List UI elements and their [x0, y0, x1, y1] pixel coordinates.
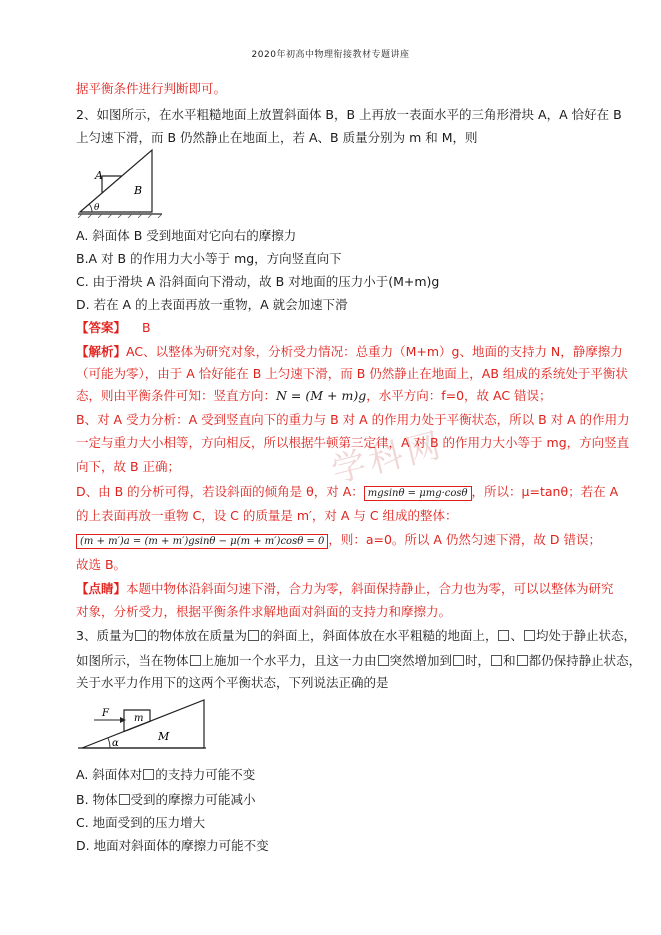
missing-symbol-M — [248, 630, 259, 641]
q3-l2-f: 都仍保持静止状态， — [528, 653, 642, 668]
label-alpha: α — [112, 738, 119, 749]
missing-symbol-m — [190, 655, 201, 666]
q3-l1-e: 均处于静止状态， — [536, 628, 637, 643]
q3-stem-line3: 关于水平力作用下的这两个平衡状态，下列说法正确的是 — [76, 675, 389, 690]
q2-figure-incline — [76, 146, 166, 218]
label-a: A — [95, 169, 103, 182]
jiexi-line2: （可能为零），由于 A 恰好能在 B 上匀速下滑，而 B 仍然静止在地面上，AB 组成的系统处于平衡状 — [76, 366, 628, 381]
q2-option-d: D. 若在 A 的上表面再放一重物，A 就会加速下滑 — [76, 297, 348, 312]
q3-stem-line2 — [76, 651, 641, 669]
q2-stem-line2: 上匀速下滑，而 B 仍然静止在地面上，若 A、B 质量分别为 m 和 M，则 — [76, 130, 478, 145]
answer-tag: 【答案】 — [76, 320, 127, 335]
q2-option-b: B.A 对 B 的作用力大小等于 mg，方向竖直向下 — [76, 251, 342, 266]
jiexi-line3-pre: 态，则由平衡条件可知：竖直方向： — [76, 388, 277, 403]
q3-l2-d: 时， — [465, 653, 491, 668]
jiexi-line7 — [76, 482, 618, 501]
q3-option-d: D. 地面对斜面体的摩擦力可能不变 — [76, 838, 269, 853]
label-m: m — [134, 713, 144, 724]
jiexi-line10: 故选 B。 — [76, 557, 127, 572]
jiexi-line5: 一定与重力大小相等，方向相反，所以根据牛顿第三定律，A 对 B 的作用力大小等于 mg，方向竖直 — [76, 435, 630, 450]
q3-l1-d: 、 — [510, 628, 523, 643]
formula-vertical: N = (M + m)g — [276, 388, 367, 403]
q3-opt-b-post: 受到的摩擦力可能减小 — [130, 792, 256, 807]
label-b: B — [134, 184, 143, 197]
force-f-arrowhead — [120, 717, 126, 723]
q2-stem-line1: 2、如图所示，在水平粗糙地面上放置斜面体 B，B 上再放一表面水平的三角形滑块 A，A 恰好在 B — [76, 107, 622, 122]
jiexi-line9 — [76, 530, 601, 549]
jiexi-line7-post: ，所以：μ=tanθ；若在 A — [471, 484, 619, 499]
label-big-m: M — [158, 730, 170, 743]
q3-opt-a-post: 的支持力可能不变 — [155, 767, 256, 782]
missing-symbol-m — [491, 655, 502, 666]
q3-l1-a: 3、质量为 — [76, 628, 134, 643]
missing-symbol-f1 — [378, 655, 389, 666]
missing-symbol-m — [498, 630, 509, 641]
missing-symbol-M — [524, 630, 535, 641]
q3-l2-e: 和 — [503, 653, 516, 668]
jiexi-line7-pre: D、由 B 的分析可得，若设斜面的倾角是 θ，对 A： — [76, 484, 364, 499]
jiexi-line8: 的上表面再放一重物 C，设 C 的质量是 m′，对 A 与 C 组成的整体： — [76, 508, 458, 523]
q3-opt-a-pre: A. 斜面体对 — [76, 767, 143, 782]
q3-l2-c: 突然增加到 — [389, 653, 453, 668]
theta-arc — [89, 204, 92, 212]
formula-combined: (m + m′)a = (m + m′)gsinθ − μ(m + m′)cosθ = 0 — [76, 534, 328, 549]
jiexi-line3-post: ，水平方向：f=0，故 AC 错误； — [366, 388, 552, 403]
formula-friction-balance: mgsinθ = μmg·cosθ — [364, 486, 472, 501]
jiexi-line1 — [76, 342, 623, 360]
jiexi-line3 — [76, 386, 552, 404]
q2-answer — [76, 318, 151, 336]
q2-option-a: A. 斜面体 B 受到地面对它向右的摩擦力 — [76, 228, 297, 243]
answer-value: B — [142, 320, 151, 335]
jiexi-line4: B、对 A 受力分析：A 受到竖直向下的重力与 B 对 A 的作用力处于平衡状态，所以 B 对 A 的作用力 — [76, 412, 630, 427]
jiexi-line9-post: ，则：a=0。所以 A 仍然匀速下滑，故 D 错误； — [328, 532, 601, 547]
jiexi-line1-text: AC、以整体为研究对象，分析受力情况：总重力（M+m）g、地面的支持力 N，静摩擦力 — [126, 344, 623, 359]
q3-option-c: C. 地面受到的压力增大 — [76, 815, 206, 830]
q3-figure-incline — [76, 696, 211, 754]
missing-symbol-f2 — [453, 655, 464, 666]
missing-symbol-m — [119, 794, 130, 805]
dianjing-tag: 【点睛】 — [76, 581, 127, 596]
watermark: 学科网 — [327, 424, 448, 492]
missing-symbol-M — [517, 655, 528, 666]
q3-l1-c: 的斜面上，斜面体放在水平粗糙的地面上， — [259, 628, 498, 643]
missing-symbol-m — [135, 630, 146, 641]
q3-stem-line1 — [76, 626, 636, 644]
q3-l1-b: 的物体放在质量为 — [146, 628, 247, 643]
jiexi-line6: 向下，故 B 正确； — [76, 459, 181, 474]
ground-hatch — [78, 214, 162, 218]
q3-opt-b-pre: B. 物体 — [76, 792, 118, 807]
q3-option-a — [76, 765, 255, 783]
wedge-b — [80, 150, 152, 212]
label-theta: θ — [94, 203, 100, 213]
dianjing-line2: 对象，分析受力，根据平衡条件求解地面对斜面的支持力和摩擦力。 — [76, 604, 452, 619]
dianjing-line1-text: 本题中物体沿斜面匀速下滑，合力为零，斜面保持静止，合力也为零，可以以整体为研究 — [126, 581, 614, 596]
q3-l2-b: 上施加一个水平力，且这一力由 — [201, 653, 377, 668]
page-header: 2020年初高中物理衔接教材专题讲座 — [251, 50, 410, 60]
q3-l2-a: 如图所示，当在物体 — [76, 653, 189, 668]
q3-option-b — [76, 790, 256, 808]
missing-symbol-m — [143, 769, 154, 780]
label-f: F — [102, 708, 109, 719]
prev-answer-tail: 据平衡条件进行判断即可。 — [76, 81, 227, 96]
q2-option-c: C. 由于滑块 A 沿斜面向下滑动，故 B 对地面的压力小于(M+m)g — [76, 274, 440, 289]
jiexi-tag: 【解析】 — [76, 344, 127, 359]
dianjing-line1 — [76, 579, 614, 597]
alpha-arc — [108, 738, 110, 748]
